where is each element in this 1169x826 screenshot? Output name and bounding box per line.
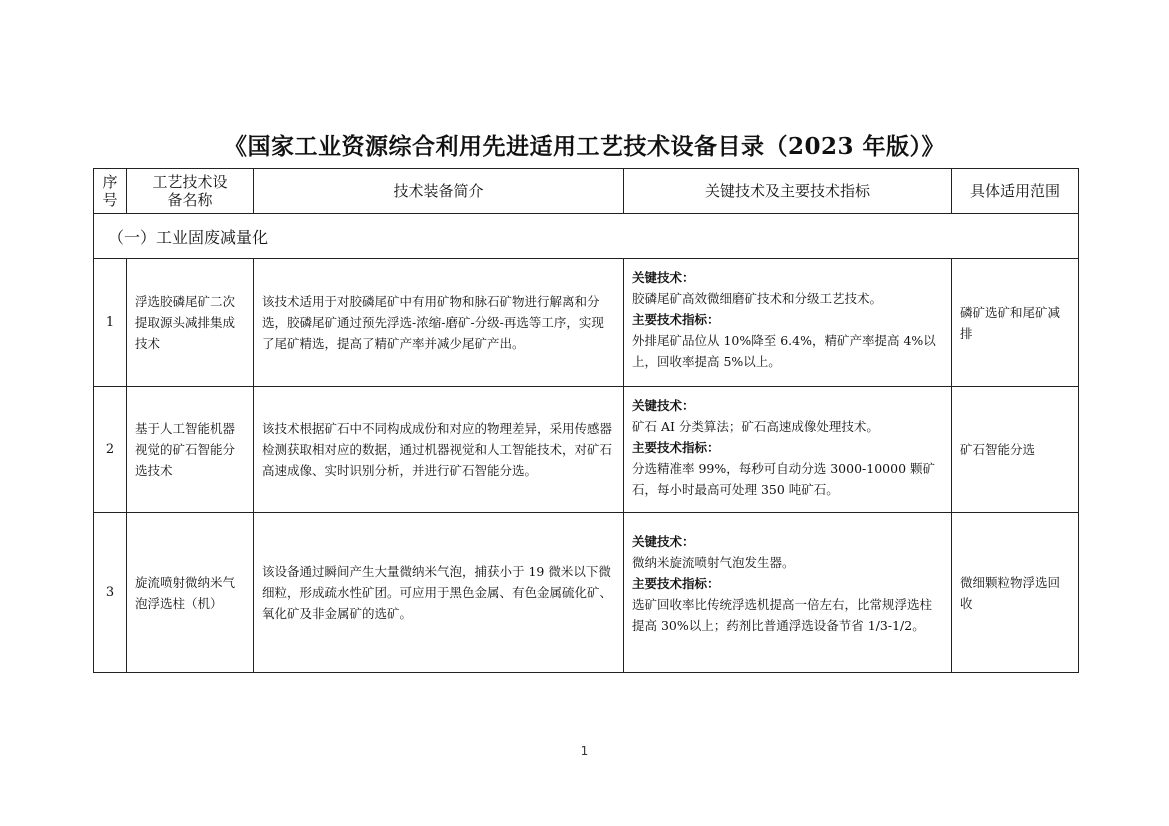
indicator-text: 分选精准率 99%，每秒可自动分选 3000-10000 颗矿石，每小时最高可处理 350 吨矿石。: [632, 461, 936, 497]
row-scope: 磷矿选矿和尾矿减排: [952, 259, 1079, 387]
indicator-label: 主要技术指标：: [632, 440, 720, 455]
table-row: [94, 387, 1079, 513]
section-row: [94, 214, 1079, 259]
catalog-table: [93, 168, 1079, 673]
key-label: 关键技术：: [632, 398, 695, 413]
row-key: [624, 259, 952, 387]
row-intro: 该技术根据矿石中不同构成成份和对应的物理差异，采用传感器检测获取相对应的数据，通过机器视觉和人工智能技术，对矿石高速成像、实时识别分析，并进行矿石智能分选。: [254, 387, 624, 513]
row-intro: 该设备通过瞬间产生大量微纳米气泡，捕获小于 19 微米以下微细粒，形成疏水性矿团。可应用于黑色金属、有色金属硫化矿、氧化矿及非金属矿的选矿。: [254, 513, 624, 673]
row-key: [624, 387, 952, 513]
indicator-label: 主要技术指标：: [632, 312, 720, 327]
row-name: 基于人工智能机器视觉的矿石智能分选技术: [127, 387, 254, 513]
key-label: 关键技术：: [632, 270, 695, 285]
header-name: 工艺技术设备名称: [127, 169, 254, 214]
row-scope: 微细颗粒物浮选回收: [952, 513, 1079, 673]
page-number: 1: [580, 744, 589, 758]
indicator-label: 主要技术指标：: [632, 576, 720, 591]
header-key: 关键技术及主要技术指标: [624, 169, 952, 214]
row-scope: 矿石智能分选: [952, 387, 1079, 513]
row-name: 旋流喷射微纳米气泡浮选柱（机）: [127, 513, 254, 673]
section-title: （一）工业固废减量化: [94, 214, 1079, 259]
document-title: 《国家工业资源综合利用先进适用工艺技术设备目录（2023 年版）》: [223, 133, 946, 160]
header-scope: 具体适用范围: [952, 169, 1079, 214]
row-index: 2: [94, 387, 127, 513]
key-label: 关键技术：: [632, 534, 695, 549]
header-index: 序号: [94, 169, 127, 214]
table-row: [94, 259, 1079, 387]
table-row: [94, 513, 1079, 673]
row-name: 浮选胶磷尾矿二次提取源头减排集成技术: [127, 259, 254, 387]
row-index: 1: [94, 259, 127, 387]
header-intro: 技术装备简介: [254, 169, 624, 214]
row-index: 3: [94, 513, 127, 673]
row-intro: 该技术适用于对胶磷尾矿中有用矿物和脉石矿物进行解离和分选，胶磷尾矿通过预先浮选-浓缩-磨矿-分级-再选等工序，实现了尾矿精选，提高了精矿产率并减少尾矿产出。: [254, 259, 624, 387]
key-text: 微纳米旋流喷射气泡发生器。: [632, 555, 795, 570]
indicator-text: 选矿回收率比传统浮选机提高一倍左右，比常规浮选柱提高 30%以上；药剂比普通浮选设备节省 1/3-1/2。: [632, 597, 933, 633]
row-key: [624, 513, 952, 673]
key-text: 胶磷尾矿高效微细磨矿技术和分级工艺技术。: [632, 291, 883, 306]
indicator-text: 外排尾矿品位从 10%降至 6.4%，精矿产率提高 4%以上，回收率提高 5%以上。: [632, 333, 936, 369]
key-text: 矿石 AI 分类算法；矿石高速成像处理技术。: [632, 419, 879, 434]
table-header-row: [94, 169, 1079, 214]
